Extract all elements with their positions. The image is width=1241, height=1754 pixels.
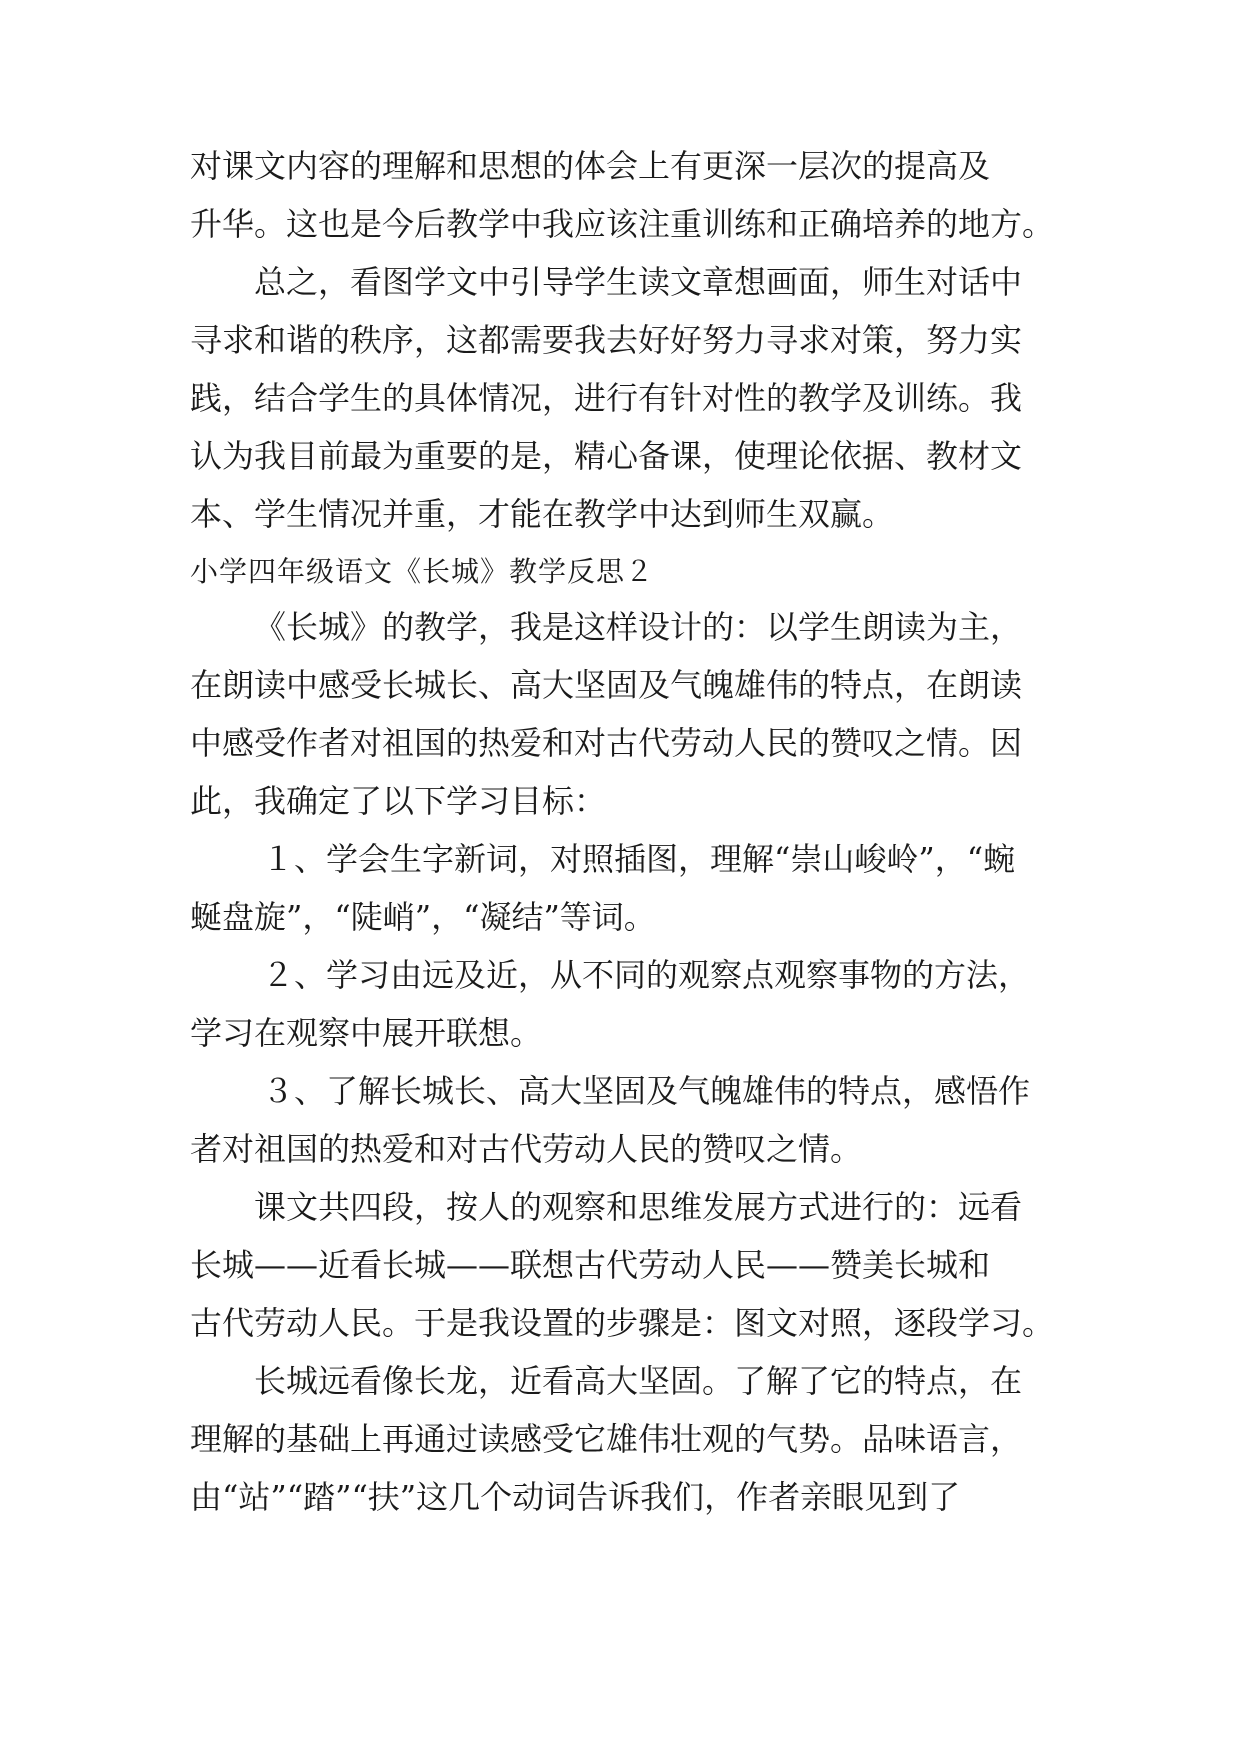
text-line: 学习在观察中展开联想。: [190, 1014, 543, 1052]
text-line: 本、学生情况并重，才能在教学中达到师生双赢。: [190, 495, 895, 533]
text-line: 认为我目前最为重要的是，精心备课，使理论依据、教材文: [190, 437, 1023, 475]
text-line: 者对祖国的热爱和对古代劳动人民的赞叹之情。: [190, 1130, 863, 1168]
paragraph-first-line: 总之，看图学文中引导学生读文章想画面，师生对话中: [254, 263, 1023, 301]
text-line: 对课文内容的理解和思想的体会上有更深一层次的提高及: [190, 147, 991, 185]
text-line: 古代劳动人民。于是我设置的步骤是：图文对照，逐段学习。: [190, 1304, 1055, 1342]
text-line: 中感受作者对祖国的热爱和对古代劳动人民的赞叹之情。因: [190, 724, 1023, 762]
text-line: 在朗读中感受长城长、高大坚固及气魄雄伟的特点，在朗读: [190, 666, 1023, 704]
text-line: 理解的基础上再通过读感受它雄伟壮观的气势。品味语言，: [190, 1420, 1023, 1458]
text-line: 升华。这也是今后教学中我应该注重训练和正确培养的地方。: [190, 205, 1055, 243]
paragraph-first-line: 长城远看像长龙，近看高大坚固。了解了它的特点，在: [254, 1362, 1023, 1400]
text-line: 蜒盘旋”，“陡峭”，“凝结”等词。: [190, 898, 656, 936]
goal-item-2: ２、学习由远及近，从不同的观察点观察事物的方法，: [262, 956, 1031, 994]
paragraph-first-line: 《长城》的教学，我是这样设计的：以学生朗读为主，: [254, 608, 1023, 646]
text-line: 践，结合学生的具体情况，进行有针对性的教学及训练。我: [190, 379, 1023, 417]
section-heading: 小学四年级语文《长城》教学反思２: [190, 555, 655, 588]
goal-item-1: １、学会生字新词，对照插图，理解“崇山峻岭”，“蜿: [262, 840, 1016, 878]
text-line: 由“站”“踏”“扶”这几个动词告诉我们，作者亲眼见到了: [190, 1478, 961, 1516]
text-line: 此，我确定了以下学习目标：: [190, 782, 607, 820]
text-line: 长城——近看长城——联想古代劳动人民——赞美长城和: [190, 1246, 991, 1284]
paragraph-first-line: 课文共四段，按人的观察和思维发展方式进行的：远看: [254, 1188, 1023, 1226]
text-line: 寻求和谐的秩序，这都需要我去好好努力寻求对策，努力实: [190, 321, 1023, 359]
goal-item-3: ３、了解长城长、高大坚固及气魄雄伟的特点，感悟作: [262, 1072, 1031, 1110]
